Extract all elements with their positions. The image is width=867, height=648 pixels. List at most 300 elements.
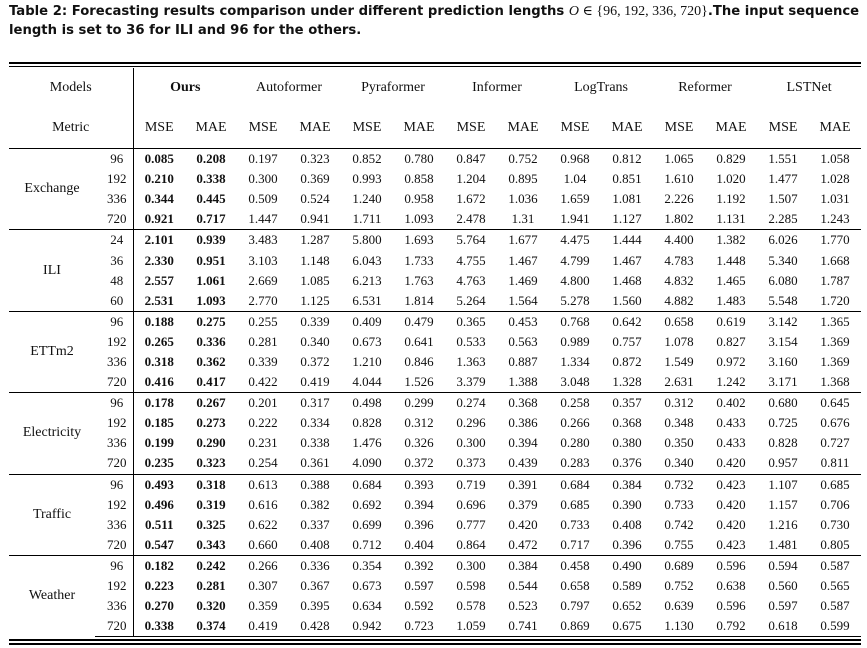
dataset-name: Weather (9, 555, 95, 636)
mse-value: 5.548 (768, 292, 798, 308)
mae-value: 0.727 (820, 435, 850, 451)
mae-value: 0.267 (185, 393, 237, 414)
model-autoformer: Autoformer (255, 79, 323, 95)
mse-value: 0.968 (549, 149, 601, 170)
mae-value: 1.763 (404, 272, 434, 288)
mae-value: 0.208 (185, 149, 237, 170)
mae-value: 0.652 (612, 598, 642, 614)
mae-value: 0.939 (185, 230, 237, 251)
mae-value: 0.338 (300, 435, 330, 451)
mae-value: 0.420 (716, 455, 746, 471)
metric-mse: MSE (352, 119, 382, 135)
mse-value: 0.680 (757, 393, 809, 414)
mae-value: 0.619 (705, 311, 757, 332)
table-row (9, 169, 861, 189)
mse-value: 0.182 (133, 555, 185, 576)
table-row (9, 616, 861, 637)
mse-value: 0.509 (248, 191, 278, 207)
mse-value: 0.719 (445, 474, 497, 495)
metric-mae: MAE (507, 119, 539, 135)
mse-value: 1.447 (248, 211, 278, 227)
metric-mse: MSE (768, 119, 798, 135)
mse-value: 2.669 (248, 272, 278, 288)
mse-value: 1.059 (445, 616, 497, 637)
mse-value: 0.692 (352, 496, 382, 512)
table-row (9, 535, 861, 556)
mae-value: 0.242 (185, 555, 237, 576)
mae-value: 1.733 (404, 252, 434, 268)
dataset-name: ILI (9, 230, 95, 311)
mse-value: 0.725 (768, 415, 798, 431)
mse-value: 0.265 (144, 333, 174, 349)
mse-value: 4.763 (456, 272, 486, 288)
mse-value: 0.307 (248, 578, 278, 594)
mse-value: 1.711 (352, 211, 382, 227)
prediction-length: 336 (95, 515, 133, 535)
prediction-length: 36 (95, 250, 133, 270)
mse-value: 0.560 (768, 578, 798, 594)
metric-mse: MSE (664, 119, 694, 135)
mae-value: 1.448 (716, 252, 746, 268)
mse-value: 0.266 (560, 415, 590, 431)
metric-label: Metric (9, 107, 133, 149)
mae-value: 0.589 (612, 578, 642, 594)
mse-value: 0.616 (248, 496, 278, 512)
mae-value: 0.638 (716, 578, 746, 594)
mse-value: 0.768 (549, 311, 601, 332)
mse-value: 0.344 (144, 191, 174, 207)
mae-value: 1.720 (820, 292, 850, 308)
prediction-length: 720 (95, 372, 133, 393)
mse-value: 0.296 (456, 415, 486, 431)
mse-value: 1.04 (563, 171, 587, 187)
mae-value: 1.31 (511, 211, 535, 227)
mse-value: 0.777 (456, 516, 486, 532)
mse-value: 6.043 (352, 252, 382, 268)
mae-value: 1.814 (404, 292, 434, 308)
mae-value: 1.243 (820, 211, 850, 227)
mae-value: 0.384 (497, 555, 549, 576)
prediction-length: 24 (95, 230, 133, 251)
table-row (9, 596, 861, 616)
mae-value: 0.337 (300, 516, 330, 532)
mae-value: 0.372 (404, 455, 434, 471)
mae-value: 0.334 (300, 415, 330, 431)
mae-value: 1.020 (716, 171, 746, 187)
mse-value: 2.531 (144, 292, 174, 308)
mse-value: 6.531 (352, 292, 382, 308)
mse-value: 0.280 (560, 435, 590, 451)
mae-value: 0.895 (508, 171, 538, 187)
table-row (9, 291, 861, 312)
mae-value: 0.741 (497, 616, 549, 637)
mse-value: 0.658 (560, 578, 590, 594)
mae-value: 0.384 (601, 474, 653, 495)
mae-value: 0.641 (404, 333, 434, 349)
mae-value: 0.319 (196, 496, 226, 512)
mae-value: 0.596 (716, 598, 746, 614)
mse-value: 1.672 (456, 191, 486, 207)
mse-value: 4.090 (352, 455, 382, 471)
mae-value: 0.827 (716, 333, 746, 349)
mse-value: 3.154 (768, 333, 798, 349)
mae-value: 0.958 (404, 191, 434, 207)
mse-value: 0.622 (248, 516, 278, 532)
mae-value: 0.338 (196, 171, 226, 187)
mae-value: 0.320 (196, 598, 226, 614)
mse-value: 0.188 (133, 311, 185, 332)
mse-value: 0.547 (144, 536, 174, 552)
mse-value: 3.048 (560, 374, 590, 390)
mae-value: 0.367 (300, 578, 330, 594)
metric-mae: MAE (195, 119, 227, 135)
mae-value: 1.369 (820, 333, 850, 349)
mse-value: 0.828 (768, 435, 798, 451)
mae-value: 0.490 (601, 555, 653, 576)
mse-value: 0.258 (549, 393, 601, 414)
metric-header-row (9, 107, 861, 149)
mae-value: 1.036 (508, 191, 538, 207)
mae-value: 1.028 (820, 171, 850, 187)
mae-value: 0.717 (196, 211, 226, 227)
mae-value: 0.273 (196, 415, 226, 431)
mae-value: 1.125 (300, 292, 330, 308)
mae-value: 0.812 (601, 149, 653, 170)
mae-value: 0.318 (185, 474, 237, 495)
mse-value: 0.921 (144, 211, 174, 227)
mae-value: 1.085 (300, 272, 330, 288)
mae-value: 0.323 (289, 149, 341, 170)
mae-value: 0.951 (196, 252, 226, 268)
mse-value: 1.659 (560, 191, 590, 207)
mse-value: 0.847 (445, 149, 497, 170)
mae-value: 0.645 (809, 393, 861, 414)
model-informer: Informer (472, 79, 522, 95)
mae-value: 0.408 (300, 536, 330, 552)
mae-value: 0.393 (393, 474, 445, 495)
mae-value: 0.563 (508, 333, 538, 349)
model-ours: Ours (170, 79, 201, 95)
mse-value: 2.478 (456, 211, 486, 227)
mse-value: 0.660 (248, 536, 278, 552)
mae-value: 0.369 (300, 171, 330, 187)
caption-variable: O (568, 4, 579, 19)
mae-value: 0.730 (820, 516, 850, 532)
mae-value: 0.805 (820, 536, 850, 552)
mae-value: 0.676 (820, 415, 850, 431)
mae-value: 1.560 (612, 292, 642, 308)
mae-value: 0.752 (497, 149, 549, 170)
model-pyraformer: Pyraformer (361, 79, 425, 95)
mse-value: 0.281 (248, 333, 278, 349)
mse-value: 0.942 (341, 616, 393, 637)
prediction-length: 96 (95, 149, 133, 170)
mse-value: 0.231 (248, 435, 278, 451)
mae-value: 0.524 (300, 191, 330, 207)
mse-value: 0.085 (133, 149, 185, 170)
mae-value: 0.326 (404, 435, 434, 451)
mae-value: 0.811 (820, 455, 850, 471)
mae-value: 0.380 (612, 435, 642, 451)
mse-value: 1.549 (664, 353, 694, 369)
mse-value: 0.197 (237, 149, 289, 170)
mse-value: 3.160 (768, 353, 798, 369)
mae-value: 1.787 (820, 272, 850, 288)
mse-value: 0.348 (664, 415, 694, 431)
results-table (9, 68, 861, 637)
mse-value: 1.078 (664, 333, 694, 349)
table-row (9, 352, 861, 372)
mae-value: 0.565 (820, 578, 850, 594)
mse-value: 1.334 (560, 353, 590, 369)
mse-value: 1.802 (664, 211, 694, 227)
mse-value: 0.742 (664, 516, 694, 532)
mae-value: 0.439 (508, 455, 538, 471)
mae-value: 0.420 (716, 496, 746, 512)
mae-value: 1.469 (508, 272, 538, 288)
mse-value: 0.266 (237, 555, 289, 576)
mse-value: 5.340 (768, 252, 798, 268)
prediction-length: 336 (95, 596, 133, 616)
models-label: Models (9, 68, 133, 107)
prediction-length: 96 (95, 474, 133, 495)
mse-value: 0.699 (352, 516, 382, 532)
mse-value: 2.330 (144, 252, 174, 268)
mse-value: 0.673 (352, 578, 382, 594)
mae-value: 0.391 (497, 474, 549, 495)
mse-value: 1.481 (768, 536, 798, 552)
mse-value: 0.578 (456, 598, 486, 614)
mae-value: 0.395 (300, 598, 330, 614)
mse-value: 3.171 (768, 374, 798, 390)
mae-value: 0.340 (300, 333, 330, 349)
mse-value: 0.254 (248, 455, 278, 471)
mae-value: 1.287 (289, 230, 341, 251)
mae-value: 0.419 (300, 374, 330, 390)
prediction-length: 336 (95, 433, 133, 453)
mse-value: 6.213 (352, 272, 382, 288)
mae-value: 1.677 (497, 230, 549, 251)
metric-mse: MSE (144, 119, 174, 135)
mse-value: 1.130 (653, 616, 705, 637)
mse-value: 1.477 (768, 171, 798, 187)
mae-value: 1.388 (508, 374, 538, 390)
mse-value: 3.379 (456, 374, 486, 390)
mae-value: 0.382 (300, 496, 330, 512)
mae-value: 0.428 (289, 616, 341, 637)
mae-value: 0.544 (508, 578, 538, 594)
mae-value: 1.328 (612, 374, 642, 390)
mae-value: 0.587 (809, 555, 861, 576)
mse-value: 1.941 (560, 211, 590, 227)
mae-value: 0.592 (404, 598, 434, 614)
mse-value: 3.142 (757, 311, 809, 332)
mae-value: 1.526 (404, 374, 434, 390)
table-row (9, 555, 861, 576)
mae-value: 0.404 (404, 536, 434, 552)
mae-value: 1.693 (393, 230, 445, 251)
top-rule-inner (9, 66, 861, 67)
mae-value: 0.362 (196, 353, 226, 369)
mse-value: 3.103 (248, 252, 278, 268)
mse-value: 1.157 (768, 496, 798, 512)
mse-value: 6.080 (768, 272, 798, 288)
mae-value: 1.148 (300, 252, 330, 268)
mae-value: 1.668 (820, 252, 850, 268)
mse-value: 0.178 (133, 393, 185, 414)
mae-value: 0.336 (289, 555, 341, 576)
mae-value: 0.368 (612, 415, 642, 431)
mae-value: 0.846 (404, 353, 434, 369)
bottom-rule-outer (9, 639, 861, 641)
metric-mae: MAE (715, 119, 747, 135)
mse-value: 2.285 (768, 211, 798, 227)
prediction-length: 48 (95, 271, 133, 291)
mae-value: 0.396 (612, 536, 642, 552)
mse-value: 0.733 (560, 516, 590, 532)
mse-value: 0.318 (144, 353, 174, 369)
mae-value: 0.281 (196, 578, 226, 594)
mse-value: 0.828 (352, 415, 382, 431)
mae-value: 0.408 (612, 516, 642, 532)
mae-value: 0.420 (716, 516, 746, 532)
table-row (9, 250, 861, 270)
mse-value: 0.989 (560, 333, 590, 349)
mae-value: 0.792 (705, 616, 757, 637)
prediction-length: 720 (95, 616, 133, 637)
mae-value: 1.467 (612, 252, 642, 268)
mae-value: 0.386 (508, 415, 538, 431)
bottom-rule-inner (9, 643, 861, 645)
mae-value: 0.829 (705, 149, 757, 170)
mse-value: 0.270 (144, 598, 174, 614)
mse-value: 0.199 (144, 435, 174, 451)
metric-mae: MAE (819, 119, 851, 135)
mse-value: 0.223 (144, 578, 174, 594)
mae-value: 1.467 (508, 252, 538, 268)
mse-value: 1.107 (757, 474, 809, 495)
mae-value: 0.472 (508, 536, 538, 552)
mse-value: 0.359 (248, 598, 278, 614)
mse-value: 4.783 (664, 252, 694, 268)
mse-value: 0.598 (456, 578, 486, 594)
table-row (9, 149, 861, 170)
mae-value: 0.423 (705, 474, 757, 495)
mse-value: 0.283 (560, 455, 590, 471)
mse-value: 0.594 (757, 555, 809, 576)
mse-value: 1.551 (757, 149, 809, 170)
mae-value: 0.433 (716, 415, 746, 431)
mae-value: 0.343 (196, 536, 226, 552)
mae-value: 0.317 (289, 393, 341, 414)
prediction-length: 96 (95, 311, 133, 332)
mae-value: 1.093 (404, 211, 434, 227)
mae-value: 1.031 (820, 191, 850, 207)
mse-value: 0.852 (341, 149, 393, 170)
mae-value: 1.369 (820, 353, 850, 369)
mae-value: 0.396 (404, 516, 434, 532)
mae-value: 0.596 (705, 555, 757, 576)
mse-value: 0.235 (144, 455, 174, 471)
metric-mse: MSE (456, 119, 486, 135)
mse-value: 4.400 (653, 230, 705, 251)
mae-value: 0.423 (716, 536, 746, 552)
mae-value: 0.723 (393, 616, 445, 637)
mae-value: 1.192 (716, 191, 746, 207)
mse-value: 0.458 (549, 555, 601, 576)
mse-value: 0.338 (133, 616, 185, 637)
mse-value: 0.300 (445, 555, 497, 576)
mae-value: 1.465 (716, 272, 746, 288)
mse-value: 0.422 (248, 374, 278, 390)
table-row (9, 189, 861, 209)
mae-value: 1.564 (508, 292, 538, 308)
metric-mse: MSE (248, 119, 278, 135)
model-logtrans: LogTrans (574, 79, 628, 95)
mae-value: 1.468 (612, 272, 642, 288)
table-caption (9, 2, 861, 40)
mae-value: 0.325 (196, 516, 226, 532)
mse-value: 0.732 (653, 474, 705, 495)
dataset-name: Exchange (9, 149, 95, 230)
mae-value: 0.642 (601, 311, 653, 332)
prediction-length: 60 (95, 291, 133, 312)
prediction-length: 720 (95, 209, 133, 230)
mae-value: 0.420 (508, 516, 538, 532)
mse-value: 0.658 (653, 311, 705, 332)
prediction-length: 192 (95, 332, 133, 352)
mae-value: 0.851 (612, 171, 642, 187)
mae-value: 0.685 (809, 474, 861, 495)
table-row (9, 495, 861, 515)
mse-value: 0.201 (237, 393, 289, 414)
mse-value: 0.300 (456, 435, 486, 451)
mse-value: 0.409 (341, 311, 393, 332)
mae-value: 0.479 (393, 311, 445, 332)
mae-value: 0.706 (820, 496, 850, 512)
mae-value: 0.357 (601, 393, 653, 414)
mse-value: 0.684 (549, 474, 601, 495)
mse-value: 0.354 (341, 555, 393, 576)
table-row (9, 311, 861, 332)
table-row (9, 453, 861, 474)
mse-value: 0.752 (664, 578, 694, 594)
mae-value: 1.770 (809, 230, 861, 251)
mae-value: 0.394 (508, 435, 538, 451)
mse-value: 5.278 (560, 292, 590, 308)
mse-value: 1.363 (456, 353, 486, 369)
mse-value: 0.339 (248, 353, 278, 369)
mse-value: 0.511 (144, 516, 174, 532)
mae-value: 0.336 (196, 333, 226, 349)
prediction-length: 192 (95, 495, 133, 515)
mse-value: 2.631 (664, 374, 694, 390)
mse-value: 3.483 (237, 230, 289, 251)
mae-value: 0.597 (404, 578, 434, 594)
mse-value: 5.764 (445, 230, 497, 251)
mae-value: 1.242 (716, 374, 746, 390)
mae-value: 0.388 (289, 474, 341, 495)
mse-value: 0.755 (664, 536, 694, 552)
mse-value: 4.882 (664, 292, 694, 308)
mse-value: 0.864 (456, 536, 486, 552)
mae-value: 0.323 (196, 455, 226, 471)
mse-value: 4.044 (352, 374, 382, 390)
mse-value: 0.493 (133, 474, 185, 495)
mae-value: 0.445 (196, 191, 226, 207)
dataset-name: ETTm2 (9, 311, 95, 392)
mae-value: 0.339 (289, 311, 341, 332)
